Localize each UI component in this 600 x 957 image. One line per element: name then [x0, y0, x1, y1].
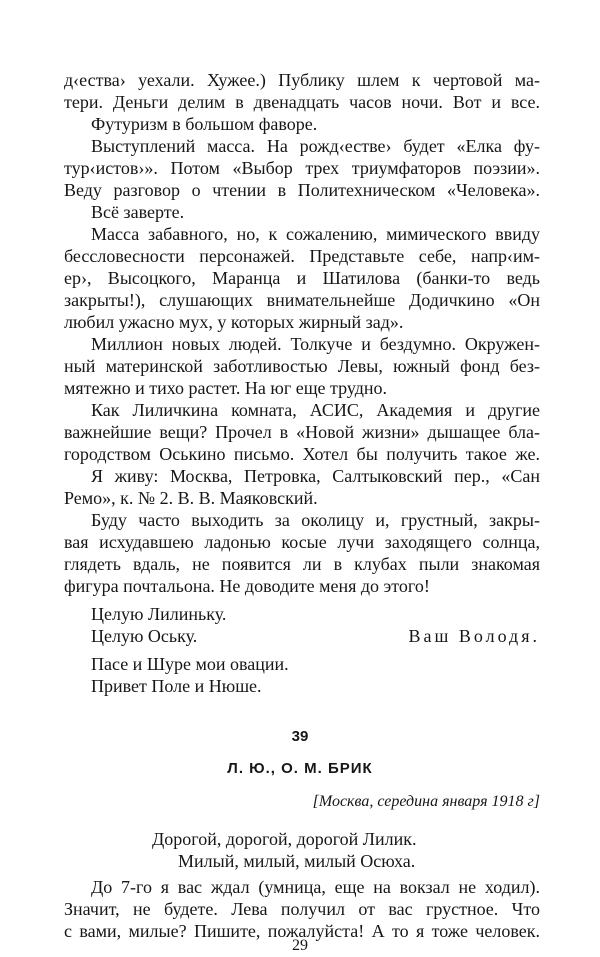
letter-dateline: [Москва, середина января 1918 г]: [312, 793, 540, 810]
text-line: вая исхудавшею ладонью косые лучи заходящего солнца,: [64, 532, 540, 552]
text-line: Буду часто выходить за околицу и, грустный, закры-: [91, 510, 540, 530]
greeting-line: Милый, милый, милый Осюха.: [178, 851, 416, 871]
text-line: тери. Деньги делим в двенадцать часов ночи. Вот и все.: [64, 92, 540, 112]
signature: Ваш Володя.: [408, 626, 540, 646]
text-line: городством Оськино письмо. Хотел бы получить такое же.: [64, 444, 540, 464]
closing-line: Целую Оську.: [91, 626, 198, 646]
text-line: глядеть вдаль, не появится ли в клубах пыли знакомая: [64, 554, 540, 574]
text-line: Ремо», к. № 2. В. В. Маяковский.: [64, 488, 318, 508]
text-line: До 7-го я вас ждал (умница, еще на вокзал не ходил).: [91, 877, 540, 897]
text-line: любил ужасно мух, у которых жирный зад».: [64, 312, 404, 332]
text-line: бессловесности персонажей. Представьте себе, напр‹им-: [64, 246, 540, 266]
text-line: тур‹истов›». Потом «Выбор трех триумфаторов поэзии».: [64, 158, 540, 178]
text-line: Значит, не будете. Лева получил от вас грустное. Что: [64, 899, 540, 919]
text-line: Как Лиличкина комната, АСИС, Академия и другие: [91, 400, 540, 420]
text-line: д‹ества› уехали. Хужее.) Публику шлем к чертовой ма-: [64, 70, 540, 90]
page-number: 29: [292, 937, 308, 954]
text-line: Выступлений масса. На рожд‹естве› будет «Елка фу-: [91, 136, 540, 156]
closing-line: Пасе и Шуре мои овации.: [91, 654, 289, 674]
text-line: важнейшие вещи? Прочел в «Новой жизни» дышащее бла-: [64, 422, 540, 442]
text-line: Всё заверте.: [91, 202, 185, 222]
text-line: Футуризм в большом фаворе.: [91, 114, 318, 134]
text-line: ер›, Высоцкого, Маранца и Шатилова (банки-то ведь: [64, 268, 540, 288]
closing-line: Целую Лилиньку.: [91, 604, 227, 624]
text-line: Миллион новых людей. Толкуче и бездумно. Окружен-: [91, 334, 540, 354]
text-line: закрыты!), слушающих внимательнейше Додичкино «Он: [64, 290, 540, 310]
text-line: мятежно и тихо растет. На юг еще трудно.: [64, 378, 388, 398]
text-line: с вами, милые? Пишите, пожалуйста! А то я тоже человек.: [64, 921, 540, 941]
text-line: Масса забавного, но, к сожалению, мимического ввиду: [91, 224, 540, 244]
text-line: Веду разговор о чтении в Политехническом «Человека».: [64, 180, 540, 200]
greeting-line: Дорогой, дорогой, дорогой Лилик.: [152, 829, 417, 849]
letter-number: 39: [291, 728, 309, 745]
letter-heading: Л. Ю., О. М. БРИК: [227, 760, 373, 777]
text-line: ный материнской заботливостью Левы, южный фонд без-: [64, 356, 540, 376]
text-line: Я живу: Москва, Петровка, Салтыковский пер., «Сан: [91, 466, 540, 486]
text-line: фигура почтальона. Не доводите меня до этого!: [64, 576, 430, 596]
closing-line: Привет Поле и Нюше.: [91, 676, 262, 696]
